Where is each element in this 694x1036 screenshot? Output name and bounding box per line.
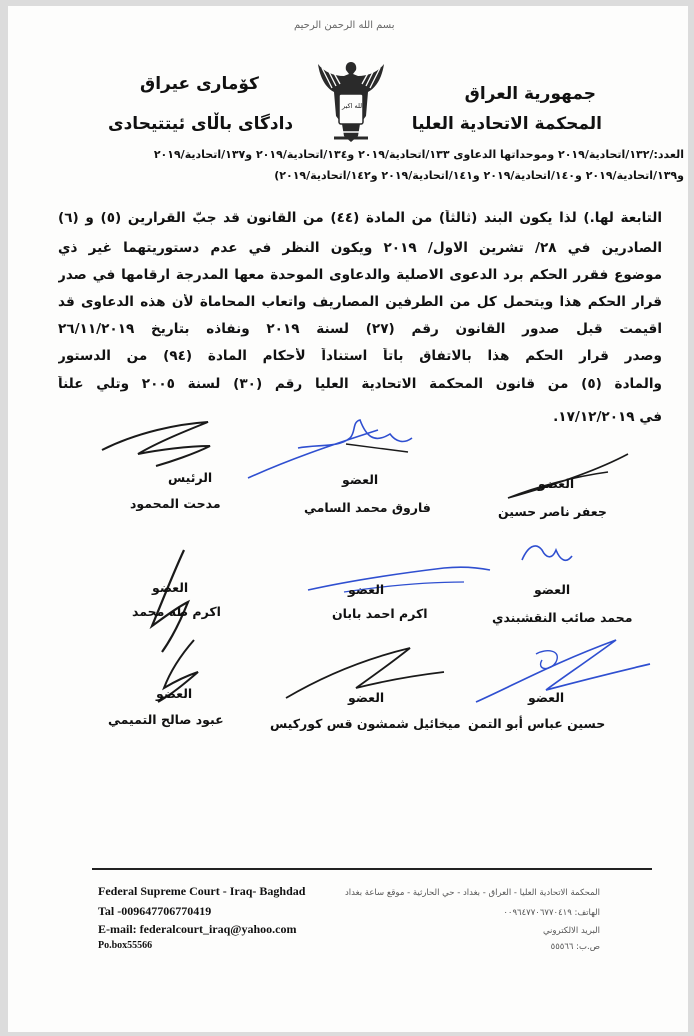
member-2-role: العضو [538,476,575,491]
member-4-role: العضو [348,582,385,597]
member-3-role: العضو [152,580,189,595]
member-5-name: محمد صائب النقشبندي [492,610,633,625]
footer-address-ar: المحكمة الاتحادية العليا - العراق - بغداد - حي الحارثية - موقع ساعة بغداد [345,888,600,898]
member-5-role: العضو [534,582,571,597]
signature-member-4 [304,560,494,600]
republic-title: جمهورية العراق [464,84,596,104]
body-line-2: الصادرين في ٢٨/ تشرين الاول/ ٢٠١٩ ويكون النظر في عدم دستوريتهما غير ذي [58,240,662,256]
emblem-caption: الله اكبر [342,102,364,110]
body-line-7: والمادة (٥) من قانون المحكمة الاتحادية العليا رقم (٣٠) لسنة ٢٠٠٥ وتلي علناً [58,376,662,392]
member-7-name: ميخائيل شمشون قس كوركيس [270,716,461,731]
body-line-3: موضوع فقرر الحكم برد الدعوى الاصلية والدعاوى الموحدة معها المدرجة ارقامها في صدر [58,267,662,283]
member-7-role: العضو [348,690,385,705]
body-line-4: قرار الحكم هذا ويتحمل كل من الطرفين المصاريف واتعاب المحاماة لأن هذه الدعاوى قد [58,294,662,310]
member-6-name: عبود صالح التميمي [108,712,224,727]
body-line-1: التابعة لها.) لذا يكون البند (ثالثاً) من المادة (٤٤) من القانون قد جبّ القرارين (٥) و (٦) [58,210,662,226]
document-page [8,6,688,1032]
footer-pobox-ar: ص.ب: ٥٥٥٦٦ [550,942,600,952]
footer-court-en: Federal Supreme Court - Iraq- Baghdad [98,884,306,898]
member-1-role: العضو [342,472,379,487]
kurdish-court-title: دادگای باڵای ئیتتیحادی [108,114,294,134]
footer-phone-ar: الهاتف: ٠٠٩٦٤٧٧٠٦٧٧٠٤١٩ [503,908,600,918]
footer-email-en: E-mail: federalcourt_iraq@yahoo.com [98,922,297,936]
body-line-6: وصدر قرار الحكم هذا بالاتفاق باتاً استناداً لأحكام المادة (٩٤) من الدستور [58,348,662,364]
case-number-line-2: و١٣٩/اتحادية/٢٠١٩ و١٤٠/اتحادية/٢٠١٩ و١٤١/اتحادية/٢٠١٩ و١٤٢/اتحادية/٢٠١٩) [274,169,684,182]
case-number-line-1: العدد:/١٣٢/اتحادية/٢٠١٩ وموحداتها الدعاوى ١٣٣/اتحادية/٢٠١٩ و١٣٤/اتحادية/٢٠١٩ و١٣٧/اتحادية/٢٠١٩ [153,148,684,161]
signature-member-5 [516,536,576,576]
member-2-name: جعفر ناصر حسين [498,504,607,519]
signature-member-1 [238,408,418,488]
basmala: بسم الله الرحمن الرحيم [294,20,395,31]
footer-email-ar: البريد الالكتروني [542,926,600,936]
court-title: المحكمة الاتحادية العليا [411,114,602,134]
member-6-role: العضو [156,686,193,701]
kurdish-country-title: كۆماری عیراق [140,74,259,94]
president-role: الرئيس [168,470,213,485]
member-4-name: اكرم احمد بابان [332,606,428,621]
member-8-name: حسين عباس أبو التمن [468,716,606,731]
footer-tel-en: Tal -009647706770419 [98,904,212,918]
member-8-role: العضو [528,690,565,705]
body-line-8: في ١٧/١٢/٢٠١٩. [553,409,662,425]
footer-pobox-en: Po.box55566 [98,940,153,951]
member-1-name: فاروق محمد السامي [304,500,431,515]
iraq-eagle-emblem-icon [314,54,388,146]
member-3-name: اكرم طه محمد [132,604,221,619]
footer-divider [92,868,652,870]
body-line-5: اقيمت قبل صدور القانون رقم (٢٧) لسنة ٢٠١٩ ونفاذه بتاريخ ٢٦/١١/٢٠١٩ [58,321,662,337]
president-name: مدحت المحمود [130,496,221,511]
